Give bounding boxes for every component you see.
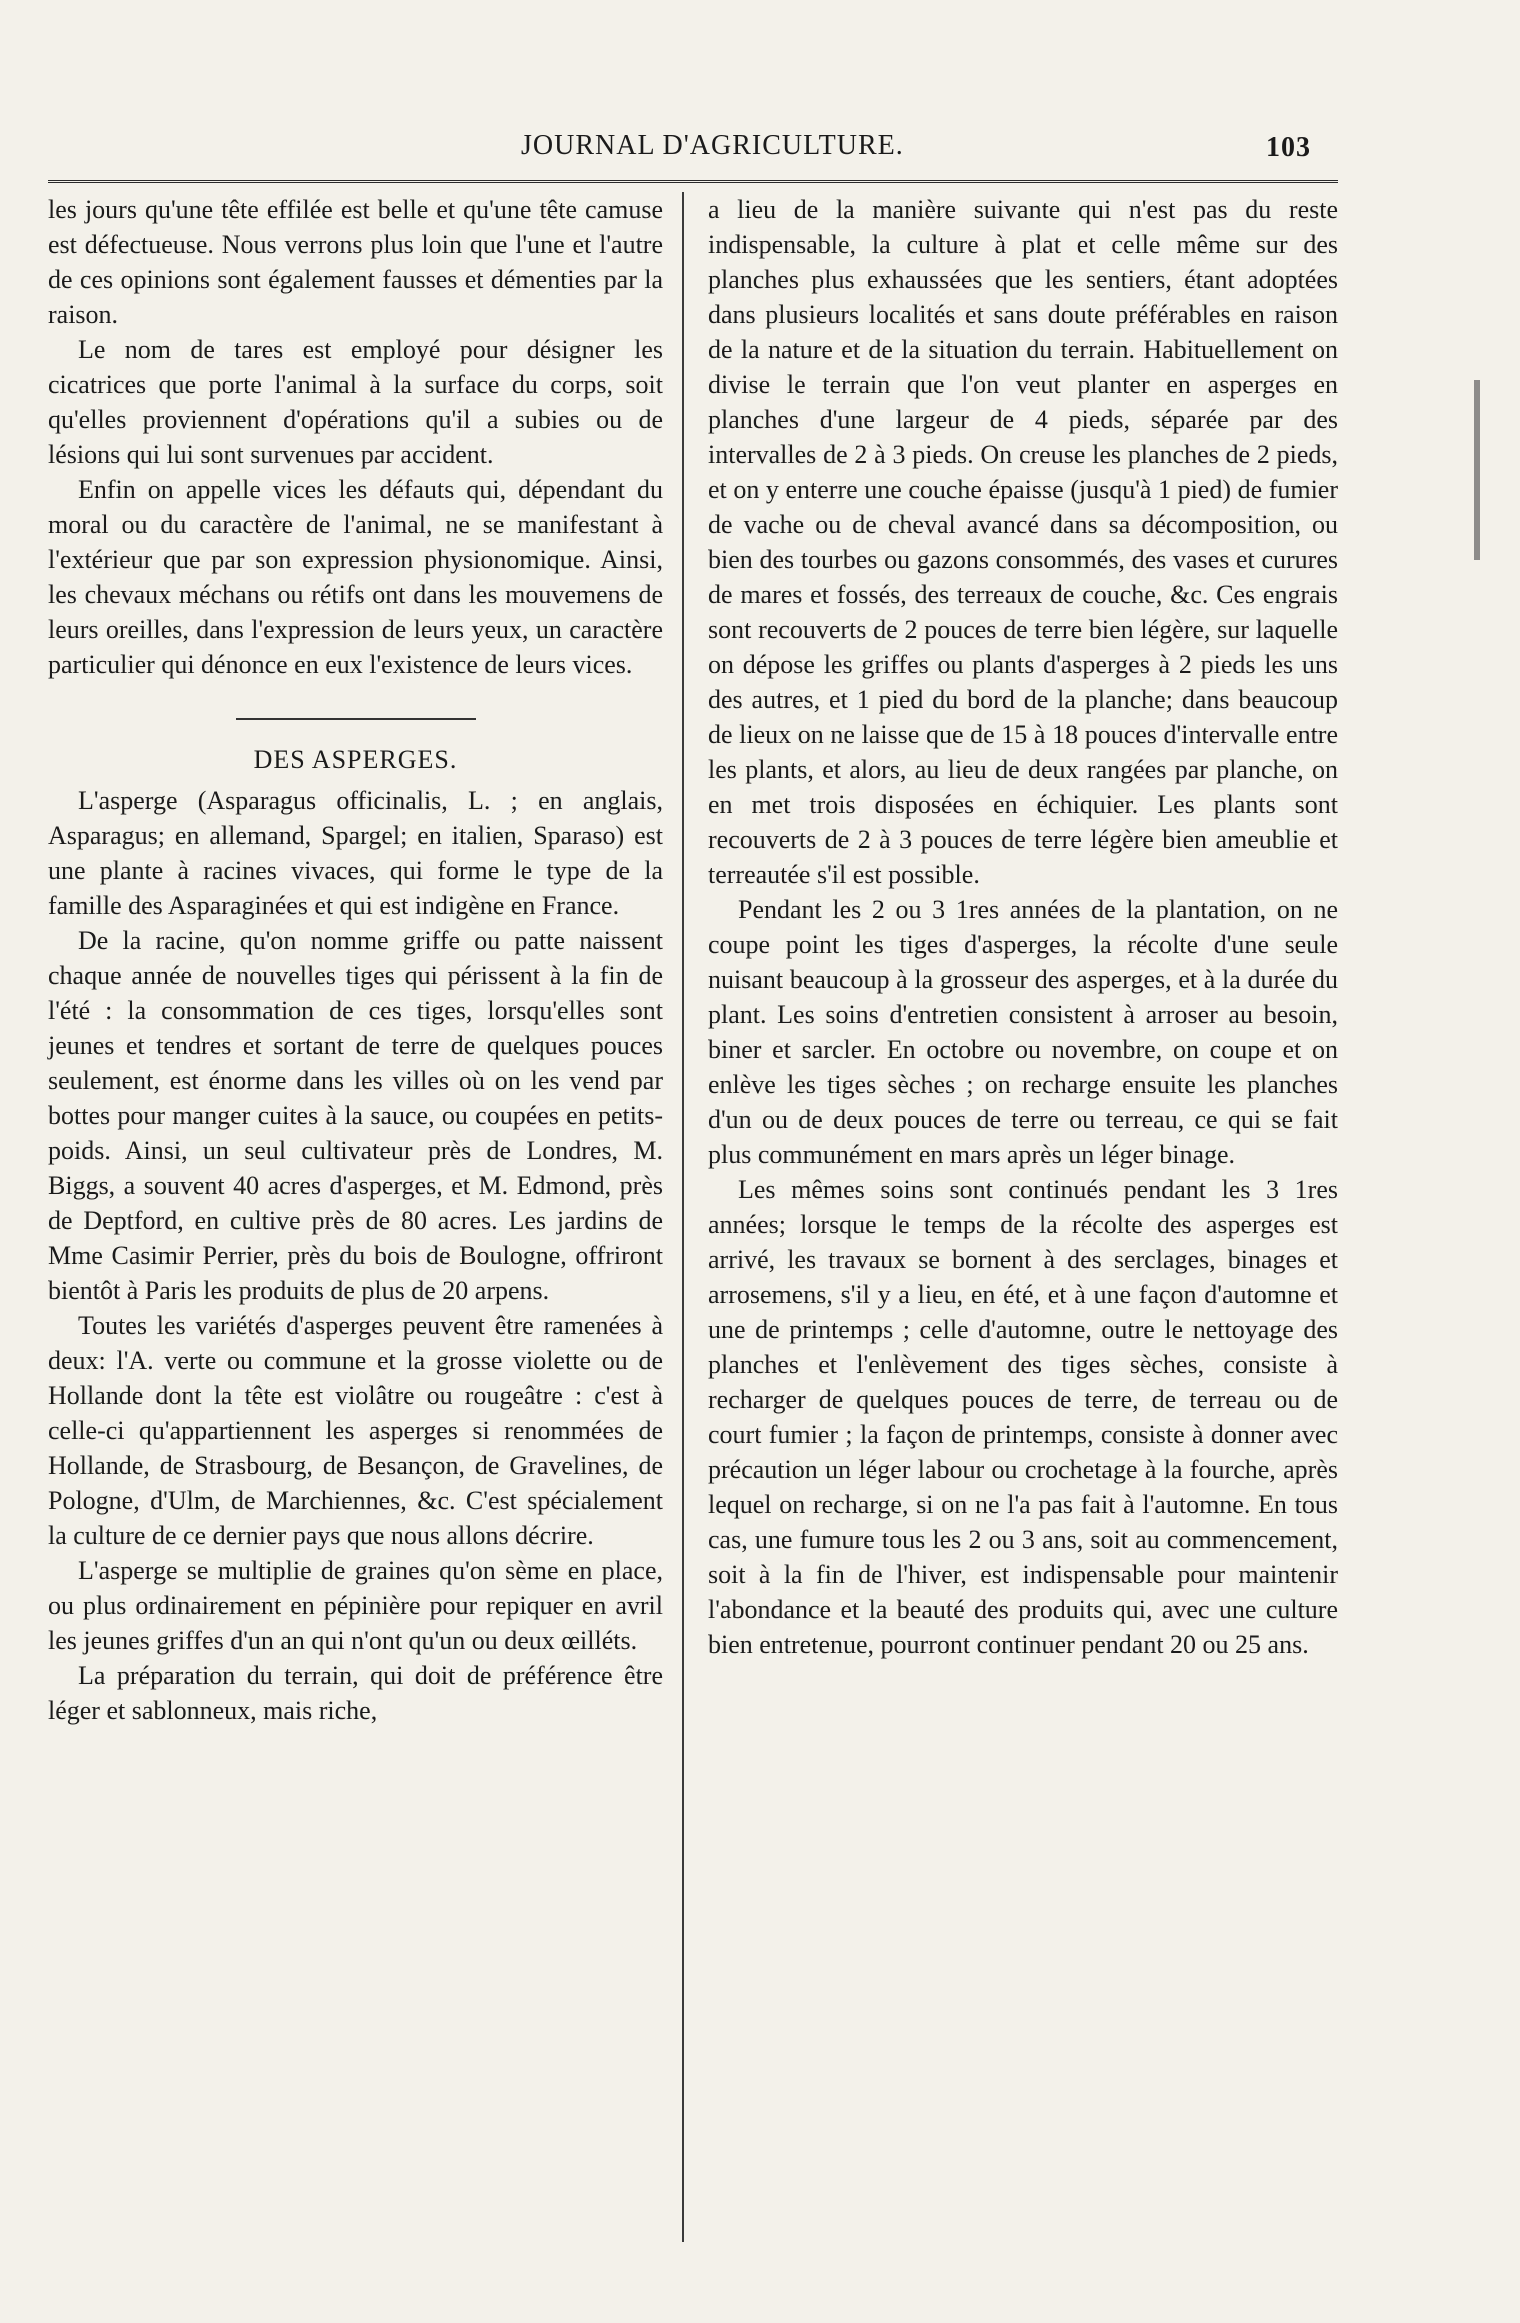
section-separator (236, 718, 476, 720)
page-header (48, 120, 1348, 172)
section-heading: DES ASPERGES. (253, 745, 458, 774)
left-column (48, 192, 663, 1728)
paragraph: De la racine, qu'on nomme griffe ou patte naissent chaque année de nouvelles tiges qui périssent à la fin de l'été : la consommation de ces tiges, lorsqu'elles sont jeunes et tendres et sortant de terre de quelques pouces seulement, est énorme dans les villes où on les vend par bottes pour manger cuites à la sauce, ou coupées en petits-poids. Ainsi, un seul cultivateur près de Londres, M. Biggs, a souvent 40 acres d'asperges, et M. Edmond, près de Deptford, en cultive près de 80 acres. Les jardins de Mme Casimir Perrier, près du bois de Boulogne, offriront bientôt à Paris les produits de plus de 20 arpens. (48, 926, 663, 1305)
page-edge-mark (1474, 380, 1480, 560)
paragraph: les jours qu'une tête effilée est belle et qu'une tête camuse est défectueuse. Nous verrons plus loin que l'une et l'autre de ces opinions sont également fausses et démenties par la raison. (48, 195, 663, 329)
page-number: 103 (1266, 132, 1311, 163)
column-divider (682, 192, 684, 2242)
running-title: JOURNAL D'AGRICULTURE. (521, 130, 904, 161)
paragraph: Les mêmes soins sont continués pendant les 3 1res années; lorsque le temps de la récolte des asperges est arrivé, les travaux se bornent à des serclages, binages et arrosemens, s'il y a lieu, en été, et à une façon d'automne et une de printemps ; celle d'automne, outre le nettoyage des planches et l'enlèvement des tiges sèches, consiste à recharger de quelques pouces de terre, de terreau ou de court fumier ; la façon de printemps, consiste à donner avec précaution un léger labour ou crochetage à la fourche, après lequel on recharge, si on ne l'a pas fait à l'automne. En tous cas, une fumure tous les 2 ou 3 ans, soit au commencement, soit à la fin de l'hiver, est indispensable pour maintenir l'abondance et la beauté des produits qui, avec une culture bien entretenue, pourront continuer pendant 20 ou 25 ans. (708, 1175, 1338, 1659)
right-column (708, 192, 1338, 1662)
paragraph: L'asperge (Asparagus officinalis, L. ; en anglais, Asparagus; en allemand, Spargel; en italien, Sparaso) est une plante à racines vivaces, qui forme le type de la famille des Asparaginées et qui est indigène en France. (48, 786, 663, 920)
paragraph: a lieu de la manière suivante qui n'est pas du reste indispensable, la culture à plat et celle même sur des planches plus exhaussées que les sentiers, étant adoptées dans plusieurs localités et sans doute préférables en raison de la nature et de la situation du terrain. Habituellement on divise le terrain que l'on veut planter en asperges en planches d'une largeur de 4 pieds, séparée par des intervalles de 2 à 3 pieds. On creuse les planches de 2 pieds, et on y enterre une couche épaisse (jusqu'à 1 pied) de fumier de vache ou de cheval avancé dans sa décomposition, ou bien des tourbes ou gazons consommés, des vases et curures de mares et fossés, des terreaux de couche, &c. Ces engrais sont recouverts de 2 pouces de terre bien légère, sur laquelle on dépose les griffes ou plants d'asperges à 2 pieds les uns des autres, et 1 pied du bord de la planche; dans beaucoup de lieux on ne laisse que de 15 à 18 pouces d'intervalle entre les plants, et alors, au lieu de deux rangées par planche, on en met trois disposées en échiquier. Les plants sont recouverts de 2 à 3 pouces de terre légère bien ameublie et terreautée s'il est possible. (708, 195, 1338, 889)
paragraph: L'asperge se multiplie de graines qu'on sème en place, ou plus ordinairement en pépinière pour repiquer en avril les jeunes griffes d'un an qui n'ont qu'un ou deux œilléts. (48, 1556, 663, 1655)
paragraph: Enfin on appelle vices les défauts qui, dépendant du moral ou du caractère de l'animal, ne se manifestant à l'extérieur que par son expression physionomique. Ainsi, les chevaux méchans ou rétifs ont dans les mouvemens de leurs oreilles, dans l'expression de leurs yeux, un caractère particulier qui dénonce en eux l'existence de leurs vices. (48, 475, 663, 679)
paragraph: La préparation du terrain, qui doit de préférence être léger et sablonneux, mais riche, (48, 1661, 663, 1725)
paragraph: Toutes les variétés d'asperges peuvent être ramenées à deux: l'A. verte ou commune et la grosse violette ou de Hollande dont la tête est violâtre ou rougeâtre : c'est à celle-ci qu'appartiennent les asperges si renommées de Hollande, de Strasbourg, de Besançon, de Gravelines, de Pologne, d'Ulm, de Marchiennes, &c. C'est spécialement la culture de ce dernier pays que nous allons décrire. (48, 1311, 663, 1550)
paragraph: Le nom de tares est employé pour désigner les cicatrices que porte l'animal à la surface du corps, soit qu'elles proviennent d'opérations qu'il a subies ou de lésions qui lui sont survenues par accident. (48, 335, 663, 469)
header-rule (48, 180, 1338, 183)
paragraph: Pendant les 2 ou 3 1res années de la plantation, on ne coupe point les tiges d'asperges, la récolte d'une seule nuisant beaucoup à la grosseur des asperges, et à la durée du plant. Les soins d'entretien consistent à arroser au besoin, biner et sarcler. En octobre ou novembre, on coupe et on enlève les tiges sèches ; on recharge ensuite les planches d'un ou de deux pouces de terre ou terreau, ce qui se fait plus communément en mars après un léger binage. (708, 895, 1338, 1169)
journal-page (48, 120, 1348, 1725)
